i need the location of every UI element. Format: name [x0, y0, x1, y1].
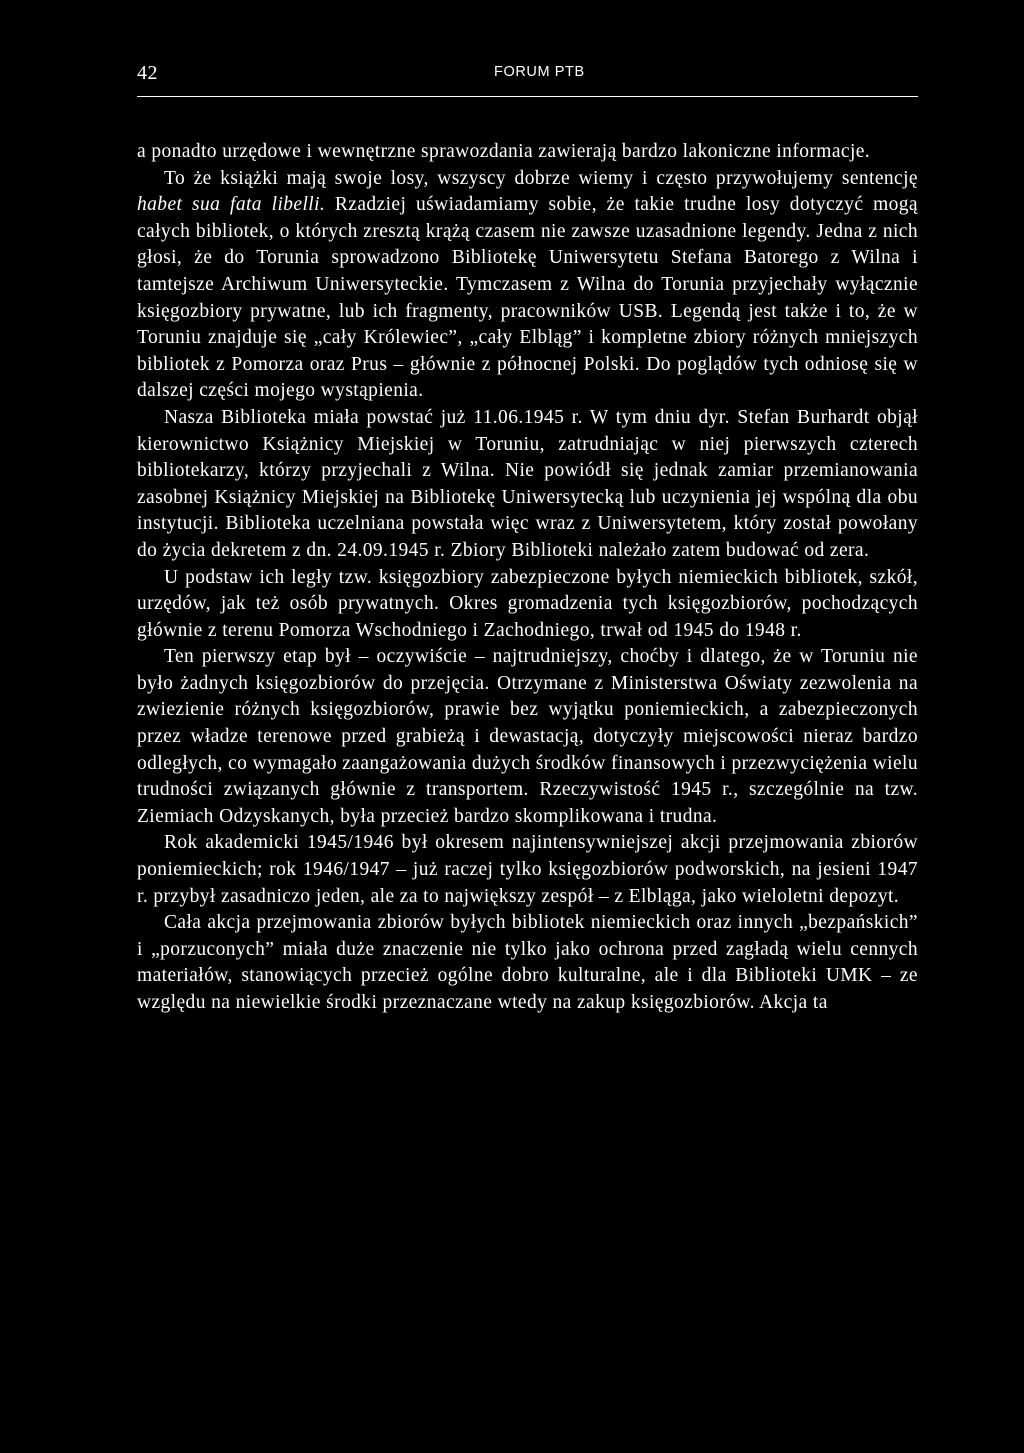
running-head: FORUM PTB	[494, 64, 585, 80]
paragraph	[137, 166, 918, 405]
paragraph	[137, 565, 918, 645]
paragraph-text: Ten pierwszy etap był – oczywiście – najtrudniejszy, choćby i dlatego, że w Toruniu nie było żadnych księgozbiorów do przejęcia. Otrzymane z Ministerstwa Oświaty zezwolenia na zwiezienie różnych księgozbiorów, prawie bez wyjątku poniemieckich, a zabezpieczonych przez władze terenowe przed grabieżą i dewastacją, dotyczyły miejscowości nieraz bardzo odległych, co wymagało zaangażowania dużych środków finansowych i przezwyciężenia wielu trudności związanych głównie z transportem. Rzeczywistość 1945 r., szczególnie na tzw. Ziemiach Odzyskanych, była przecież bardzo skomplikowana i trudna.	[137, 646, 918, 827]
paragraph-text: Rzadziej uświadamiamy sobie, że takie trudne losy dotyczyć mogą całych bibliotek, o których zresztą krążą czasem nie zawsze uzasadnione legendy. Jedna z nich głosi, że do Torunia sprowadzono Bibliotekę Uniwersytetu Stefana Batorego z Wilna i tamtejsze Archiwum Uniwersyteckie. Tymczasem z Wilna do Torunia przyjechały wyłącznie księgozbiory prywatne, lub ich fragmenty, pracowników USB. Legendą jest także i to, że w Toruniu znajduje się „cały Królewiec”, „cały Elbląg” i kompletne zbiory różnych mniejszych bibliotek z Pomorza oraz Prus – głównie z północnej Polski. Do poglądów tych odniosę się w dalszej części mojego wystąpienia.	[137, 194, 918, 402]
paragraph-text: Rok akademicki 1945/1946 był okresem najintensywniejszej akcji przejmowania zbiorów poniemieckich; rok 1946/1947 – już raczej tylko księgozbiorów podworskich, na jesieni 1947 r. przybył zasadniczo jeden, ale za to największy zespół – z Elbląga, jako wieloletni depozyt.	[137, 832, 918, 907]
paragraph	[137, 405, 918, 565]
page-header	[137, 62, 918, 92]
latin-phrase: habet sua fata libelli.	[137, 194, 326, 216]
paragraph	[137, 139, 918, 166]
paragraph-text: To że książki mają swoje losy, wszyscy dobrze wiemy i często przywołujemy sentencję	[164, 167, 918, 189]
paragraph-text: Nasza Biblioteka miała powstać już 11.06.1945 r. W tym dniu dyr. Stefan Burhardt objął kierownictwo Książnicy Miejskiej w Toruniu, zatrudniając w niej pierwszych czterech bibliotekarzy, którzy przyjechali z Wilna. Nie powiódł się jednak zamiar przemianowania zasobnej Książnicy Miejskiej na Bibliotekę Uniwersytecką lub uczynienia jej wspólną dla obu instytucji. Biblioteka uczelniana powstała więc wraz z Uniwersytetem, który został powołany do życia dekretem z dn. 24.09.1945 r. Zbiory Biblioteki należało zatem budować od zera.	[137, 406, 918, 561]
body-text	[137, 139, 918, 1017]
paragraph	[137, 830, 918, 910]
paragraph-text: a ponadto urzędowe i wewnętrzne sprawozdania zawierają bardzo lakoniczne informacje.	[137, 141, 871, 162]
paragraph-text: U podstaw ich legły tzw. księgozbiory zabezpieczone byłych niemieckich bibliotek, szkół, urzędów, jak też osób prywatnych. Okres gromadzenia tych księgozbiorów, pochodzących głównie z terenu Pomorza Wschodniego i Zachodniego, trwał od 1945 do 1948 r.	[137, 566, 918, 641]
paragraph	[137, 910, 918, 1016]
header-rule	[137, 96, 918, 97]
paragraph-text: Cała akcja przejmowania zbiorów byłych bibliotek niemieckich oraz innych „bezpańskich” i „porzuconych” miała duże znaczenie nie tylko jako ochrona przed zagładą wielu cennych materiałów, stanowiących przecież ogólne dobro kulturalne, ale i dla Biblioteki UMK – ze względu na niewielkie środki przeznaczane wtedy na zakup księgozbiorów. Akcja ta	[137, 912, 918, 1013]
page-number: 42	[137, 62, 158, 84]
paragraph	[137, 644, 918, 830]
